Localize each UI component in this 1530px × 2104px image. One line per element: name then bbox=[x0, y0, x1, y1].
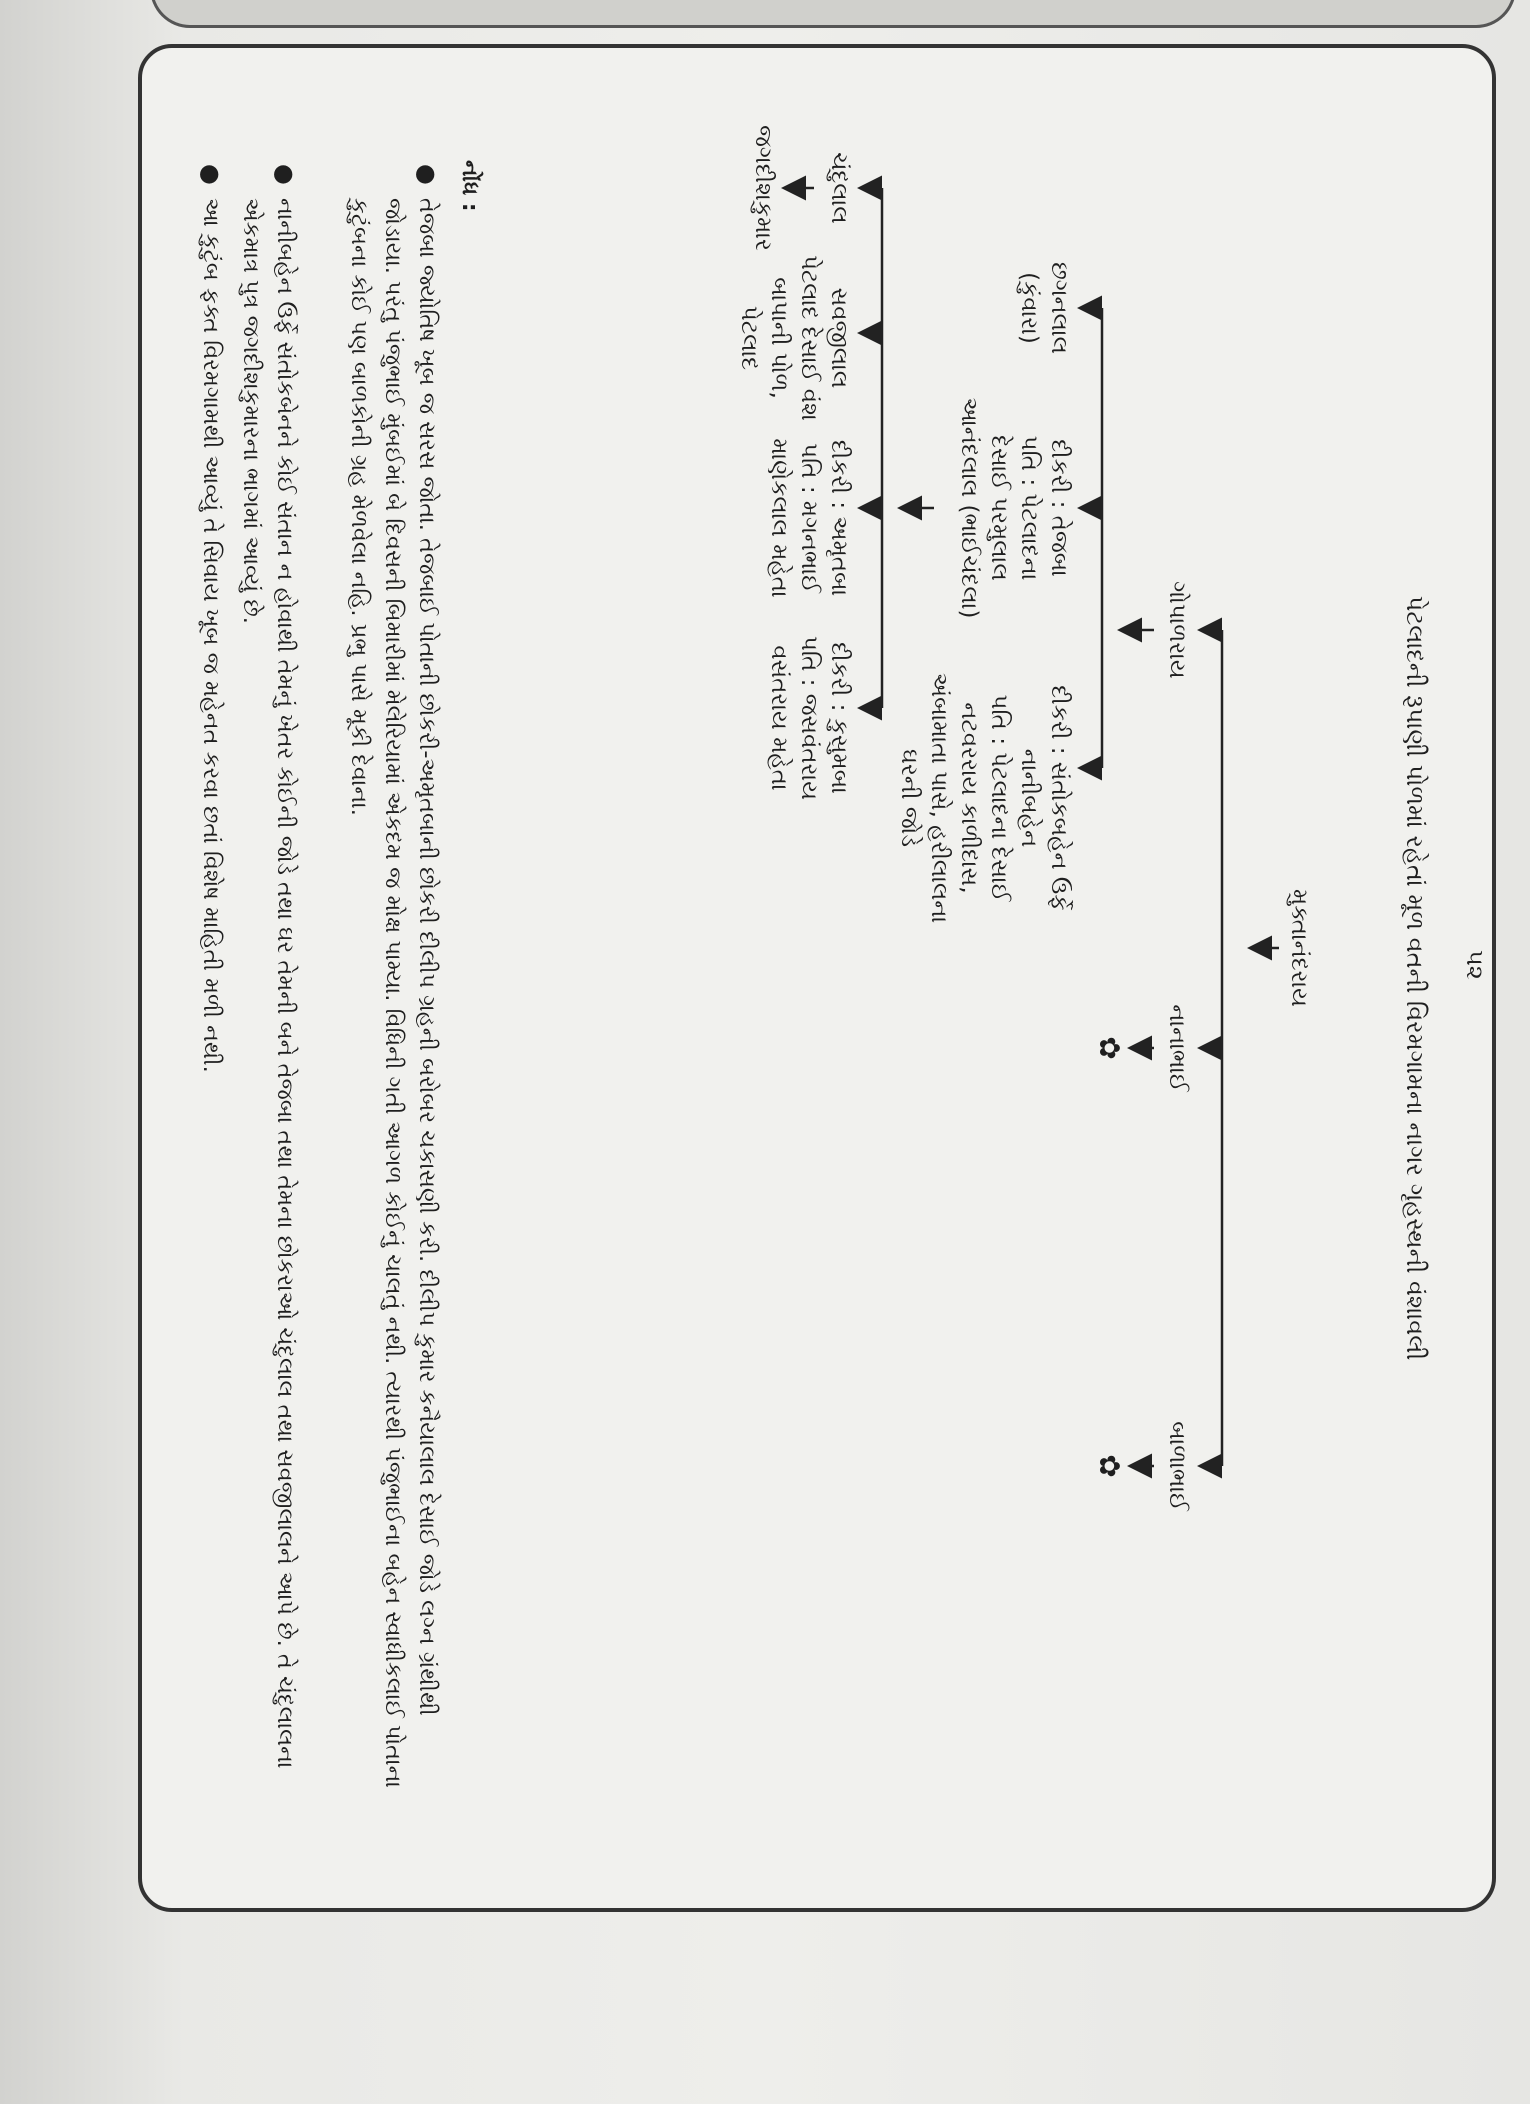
tree-node-tejba bbox=[954, 388, 1074, 628]
note-item-3 bbox=[194, 164, 228, 1798]
tree-node-nanabhai: નાનાભાઈ bbox=[1164, 1004, 1190, 1092]
node-line: માણેકલાલ મહેતા bbox=[766, 438, 792, 598]
bullet-icon: ● bbox=[197, 164, 225, 185]
tree-node-santokbahen bbox=[894, 648, 1074, 948]
tree-node-chandulal: ચંદુલાલ bbox=[826, 152, 852, 224]
node-line: અંબામાતા પાસે, હરીલાલના bbox=[926, 672, 952, 924]
node-line: દીકરી : અમૃતબા bbox=[826, 439, 852, 597]
tree-node-amrutba bbox=[764, 418, 854, 618]
node-line: પેટલાદ bbox=[736, 305, 762, 371]
tree-node-balabhai: બાળાભાઈ bbox=[1164, 1421, 1190, 1511]
tree-node-jagdishkumar: જગદીશકુમાર bbox=[750, 125, 776, 251]
note-text: તેજબા જ્યોતિષ ખૂબ જ સરસ જોતા. તેજબાઈ પોતાની છોકરી-અમૃતબાની છોકરી દીલીપ ગ્રહની બરોબર ચકાસણી કરી. દીલીપ કુમાર કનૈયાલાલ દેસાઈ જોડે લગ્ન ગ્રંથીથી જોડાયા. પરંતુ પંજુભાઈ મુંબઈમાં બે દિવસની બિમારીમાં મેલેરિયામાં એકદમ જ મોક્ષ પામ્યા. વિધિની ગતી આગળ કોઈનું ચાલતું નથી. ત્યારથી પંજુભાઈના બહેન સ્વાધીકલાઈ પોતાના કુટુંબના કોઈ પણ બાળકોની ગ્રહ મેળવેલા નહિ. પ્રભુ પાસે મૂકી દેવાના. bbox=[346, 198, 440, 1788]
node-line: દીકરી : સંતોકબહેન ઉર્ફે bbox=[1046, 685, 1072, 911]
node-line: આનંદલાલ (ભાઈચંદલા) bbox=[956, 397, 982, 619]
note-item-1 bbox=[342, 164, 444, 1798]
node-line: દેસાઈ પરમુલાલ bbox=[986, 435, 1012, 581]
node-line: પતિ : પેટલાદના દેસાઈ bbox=[986, 694, 1012, 902]
note-text: આ કુટુંબ ફક્ત વિરમગામથી આવ્યું તે સિવાય ખૂબ જ મહેનત કરવા છતાં વિશેષ માહિતી મળી નથી. bbox=[198, 198, 224, 1073]
no-issue-symbol-nanabhai: ✿ bbox=[1093, 1036, 1126, 1060]
tree-node-chhaganlal bbox=[1014, 218, 1074, 398]
page-panel bbox=[138, 44, 1496, 1912]
page-number: ૫૨ bbox=[1461, 950, 1489, 980]
node-line: ઘરની જોડે bbox=[896, 748, 922, 848]
node-line: પતિ : જસવંતરાય bbox=[796, 635, 822, 801]
node-line: પેટલાદ દેસાઈ વંશ bbox=[796, 255, 822, 421]
bullet-icon: ● bbox=[271, 164, 299, 185]
node-line: છગનલાલ bbox=[1046, 261, 1072, 355]
tree-node-root: મુક્તાનંદરાય bbox=[1286, 889, 1312, 1007]
rotated-page-content bbox=[144, 48, 1494, 1908]
bullet-icon: ● bbox=[413, 164, 441, 185]
no-issue-symbol-balabhai: ✿ bbox=[1093, 1454, 1126, 1478]
node-line: નાનીબહેન bbox=[1016, 748, 1042, 848]
node-line: નટવરરાય કાળીદાસ, bbox=[956, 702, 982, 894]
node-line: (કુંવારા) bbox=[1016, 272, 1042, 344]
tree-node-kusumba bbox=[764, 618, 854, 818]
note-item-2 bbox=[234, 164, 302, 1798]
node-line: પતિ : પેટલાદના bbox=[1016, 435, 1042, 581]
node-line: દીકરી : કુસુમબા bbox=[826, 642, 852, 794]
diagram-title: પેટલાદની રૂપાણી પોળમાં રહેતાં મૂળ વતની વિરમગામના નાગર ગૃહસ્થની વંશાવલી bbox=[1401, 595, 1429, 1361]
node-line: દીકરી : તેજબા bbox=[1046, 439, 1072, 577]
node-line: બાપાની પોળ, bbox=[766, 277, 792, 399]
note-text: નાનીબહેન ઉર્ફે સંતોકબેનને કોઈ સંતાન ન હોવાથી તેમનું ખેતર કોઈની જોડે તથા ઘર તેમની બને તેજબા તથા તેમના છોકરાઓ ચંદુલાલ તથા સવજીલાલને આપે છે. તે ચંદુલાલના એકમાત્ર પુત્ર જગદીશકુમારના ભાગમાં આવ્યું છે. bbox=[238, 198, 298, 1769]
previous-page-edge bbox=[150, 0, 1516, 28]
tree-node-gopalrai: ગોપાળરાય bbox=[1164, 581, 1190, 679]
node-line: વસંતરાય મહેતા bbox=[766, 645, 792, 791]
notes-label: નોંધ : bbox=[457, 160, 482, 212]
node-line: પતિ : મગનભાઈ bbox=[796, 443, 822, 593]
node-line: સવજીલાલ bbox=[826, 287, 852, 389]
